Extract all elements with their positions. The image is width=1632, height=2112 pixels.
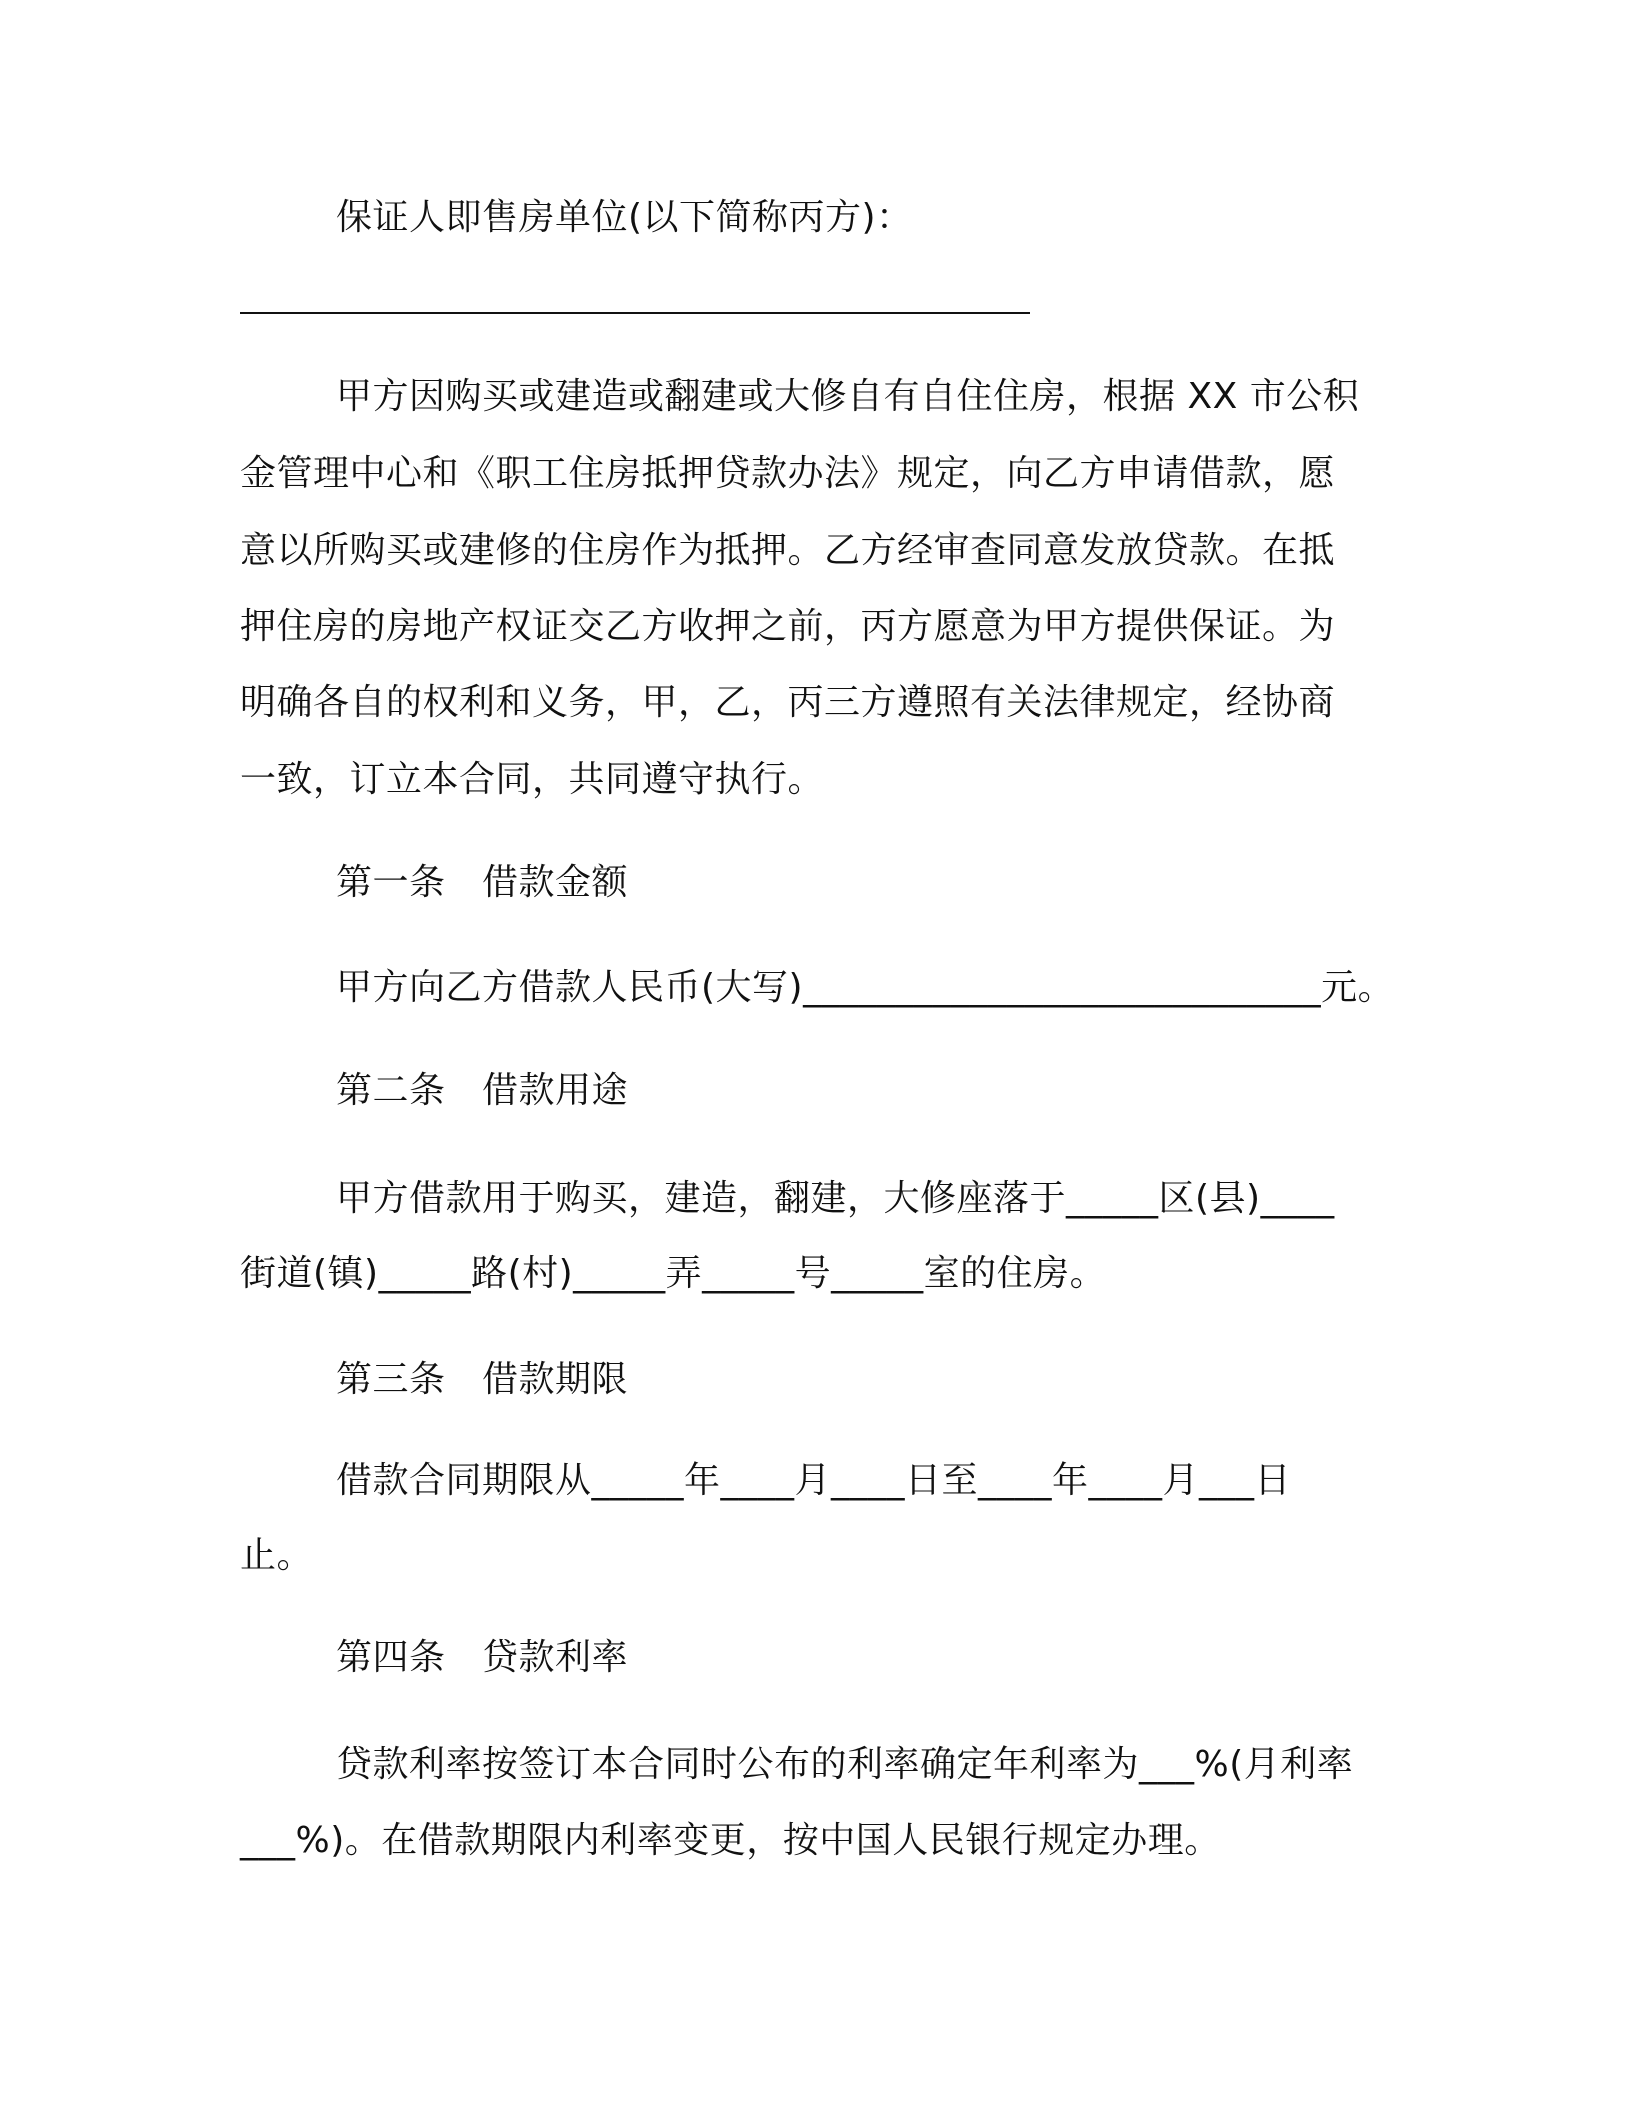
intro-line-2: 金管理中心和《职工住房抵押贷款办法》规定，向乙方申请借款，愿: [240, 453, 1336, 494]
article-4-body-line-1: 贷款利率按签订本合同时公布的利率确定年利率为___%(月利率: [336, 1744, 1354, 1785]
intro-line-4: 押住房的房地产权证交乙方收押之前，丙方愿意为甲方提供保证。为: [240, 606, 1336, 647]
article-3-body-line-2: 止。: [240, 1535, 314, 1576]
article-1-title: 第一条 借款金额: [336, 862, 629, 903]
article-1-body: 甲方向乙方借款人民币(大写)____________________________元。: [336, 967, 1395, 1008]
article-2-body-line-2: 街道(镇)_____路(村)_____弄_____号_____室的住房。: [240, 1253, 1107, 1294]
article-3-body-line-1: 借款合同期限从_____年____月____日至____年____月___日: [336, 1460, 1292, 1501]
article-4-title: 第四条 贷款利率: [336, 1637, 629, 1678]
guarantor-blank-line: [240, 312, 1030, 314]
article-4-body-line-2: ___%)。在借款期限内利率变更，按中国人民银行规定办理。: [240, 1820, 1221, 1861]
intro-line-3: 意以所购买或建修的住房作为抵押。乙方经审查同意发放贷款。在抵: [240, 530, 1336, 571]
intro-line-1: 甲方因购买或建造或翻建或大修自有自住住房，根据 XX 市公积: [336, 376, 1360, 417]
guarantor-line: 保证人即售房单位(以下简称丙方)：: [336, 197, 913, 238]
intro-line-6: 一致，订立本合同，共同遵守执行。: [240, 759, 825, 800]
article-2-title: 第二条 借款用途: [336, 1070, 629, 1111]
intro-line-5: 明确各自的权利和义务，甲，乙，丙三方遵照有关法律规定，经协商: [240, 682, 1336, 723]
article-2-body-line-1: 甲方借款用于购买，建造，翻建，大修座落于_____区(县)____: [336, 1178, 1335, 1219]
article-3-title: 第三条 借款期限: [336, 1359, 629, 1400]
